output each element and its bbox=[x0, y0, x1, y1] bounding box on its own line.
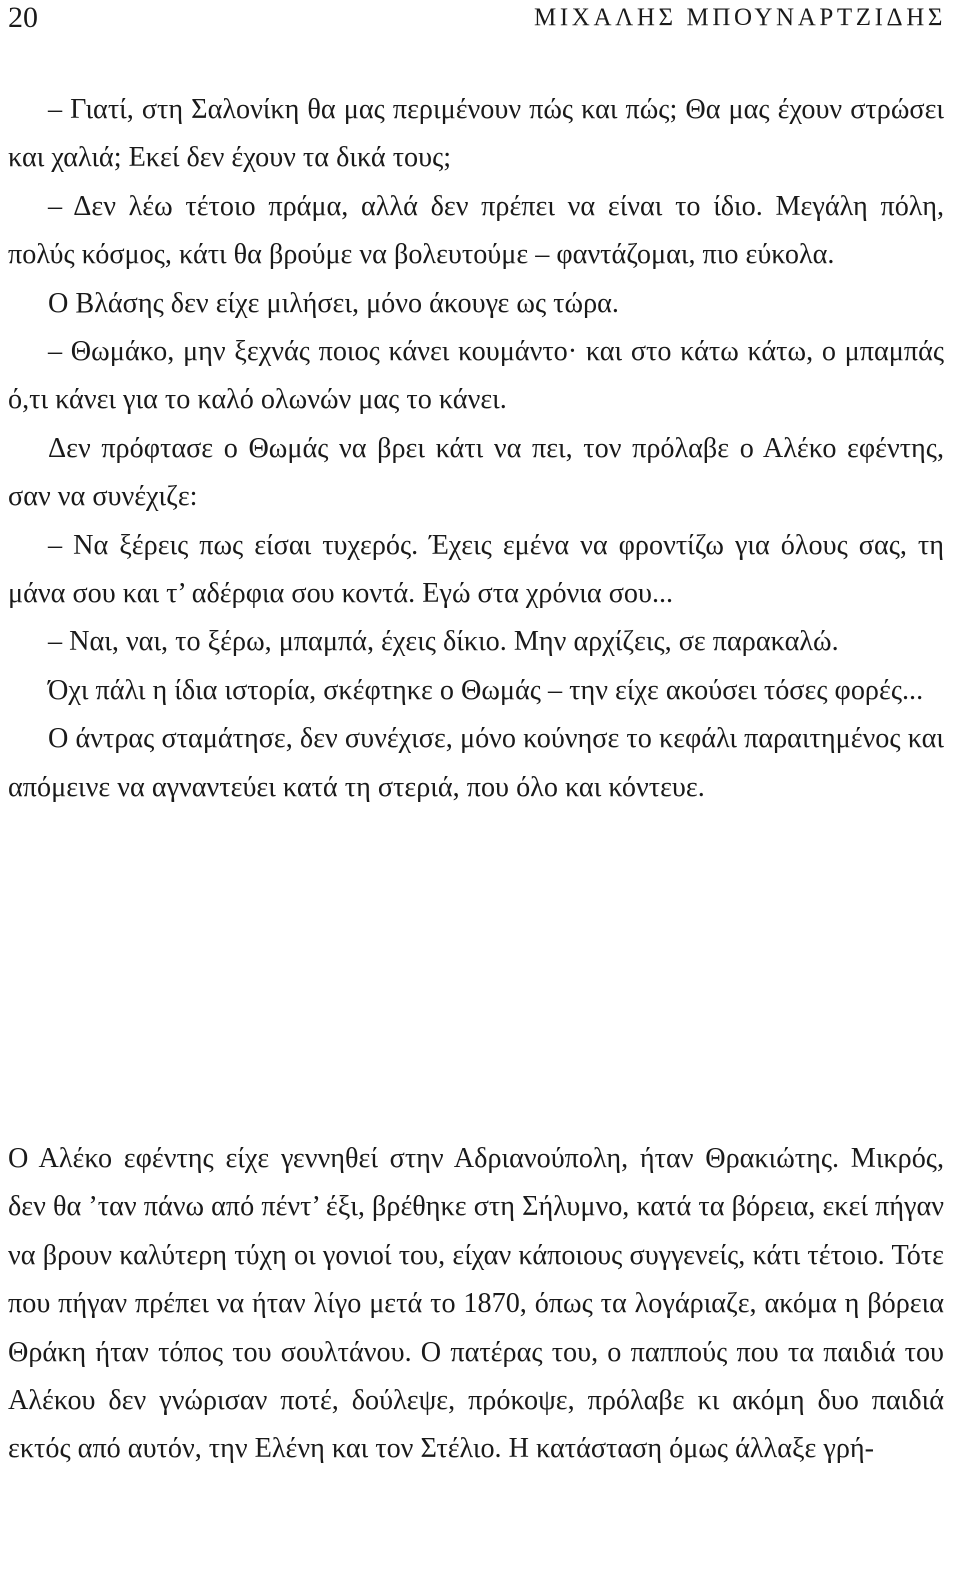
paragraph: – Δεν λέω τέτοιο πράμα, αλλά δεν πρέπει να είναι το ίδιο. Μεγάλη πόλη, πολύς κόσμος, κάτι θα βρούμε να βολευτούμε – φαντάζομαι, πιο εύκολα. bbox=[8, 190, 944, 271]
paragraph: – Ναι, ναι, το ξέρω, μπαμπά, έχεις δίκιο. Μην αρχίζεις, σε παρακαλώ. bbox=[48, 626, 839, 658]
paragraph: – Γιατί, στη Σαλονίκη θα μας περιμένουν πώς και πώς; Θα μας έχουν στρώσει και χαλιά; Εκεί δεν έχουν τα δικά τους; bbox=[8, 94, 944, 174]
section-opening-paragraph: Ο Αλέκο εφέντης είχε γεννηθεί στην Αδριανούπολη, ήταν Θρακιώτης. Μικρός, δεν θα ’ταν πάνω από πέντ’ έξι, βρέθηκε στη Σήλυμνο, κατά τα βόρεια, εκεί πήγαν να βρουν καλύτερη τύχη οι γονιοί του, είχαν κάποιους συγγενείς, κάτι τέτοιο. Τότε που πήγαν πρέπει να ήταν λίγο μετά το 1870, όπως τα λογάριαζε, ακόμα η βόρεια Θράκη ήταν τόπος του σουλτάνου. Ο πατέρας του, ο παππούς που τα παιδιά του Αλέκου δεν γνώρισαν ποτέ, δούλεψε, πρόκοψε, πρόλαβε κι ακόμη δυο παιδιά εκτός από αυτόν, την Ελένη και τον Στέλιο. Η κατάσταση όμως άλλαξε γρή- bbox=[8, 1143, 944, 1465]
paragraph: – Να ξέρεις πως είσαι τυχερός. Έχεις εμένα να φροντίζω για όλους σας, τη μάνα σου και τ’ αδέρφια σου κοντά. Εγώ στα χρόνια σου... bbox=[8, 529, 944, 610]
paragraph: Ο άντρας σταμάτησε, δεν συνέχισε, μόνο κούνησε το κεφάλι παραιτημένος και απόμεινε να αγναντεύει κατά τη στεριά, που όλο και κόντευε. bbox=[8, 723, 944, 803]
paragraph: – Θωμάκο, μην ξεχνάς ποιος κάνει κουμάντο· και στο κάτω κάτω, ο μπαμπάς ό,τι κάνει για το καλό ολωνών μας το κάνει. bbox=[8, 336, 944, 416]
paragraph: Ο Βλάσης δεν είχε μιλήσει, μόνο άκουγε ως τώρα. bbox=[48, 287, 619, 319]
paragraph: Όχι πάλι η ίδια ιστορία, σκέφτηκε ο Θωμάς – την είχε ακούσει τόσες φορές... bbox=[48, 674, 924, 706]
page-number: 20 bbox=[8, 1, 38, 34]
narrative-section bbox=[8, 1135, 944, 1474]
dialogue-section bbox=[8, 86, 944, 812]
running-head: ΜΙΧΑΛΗΣ ΜΠΟΥΝΑΡΤΖΙΔΗΣ bbox=[534, 4, 946, 31]
paragraph: Δεν πρόφτασε ο Θωμάς να βρει κάτι να πει, τον πρόλαβε ο Αλέκο εφέντης, σαν να συνέχιζε: bbox=[8, 432, 944, 513]
